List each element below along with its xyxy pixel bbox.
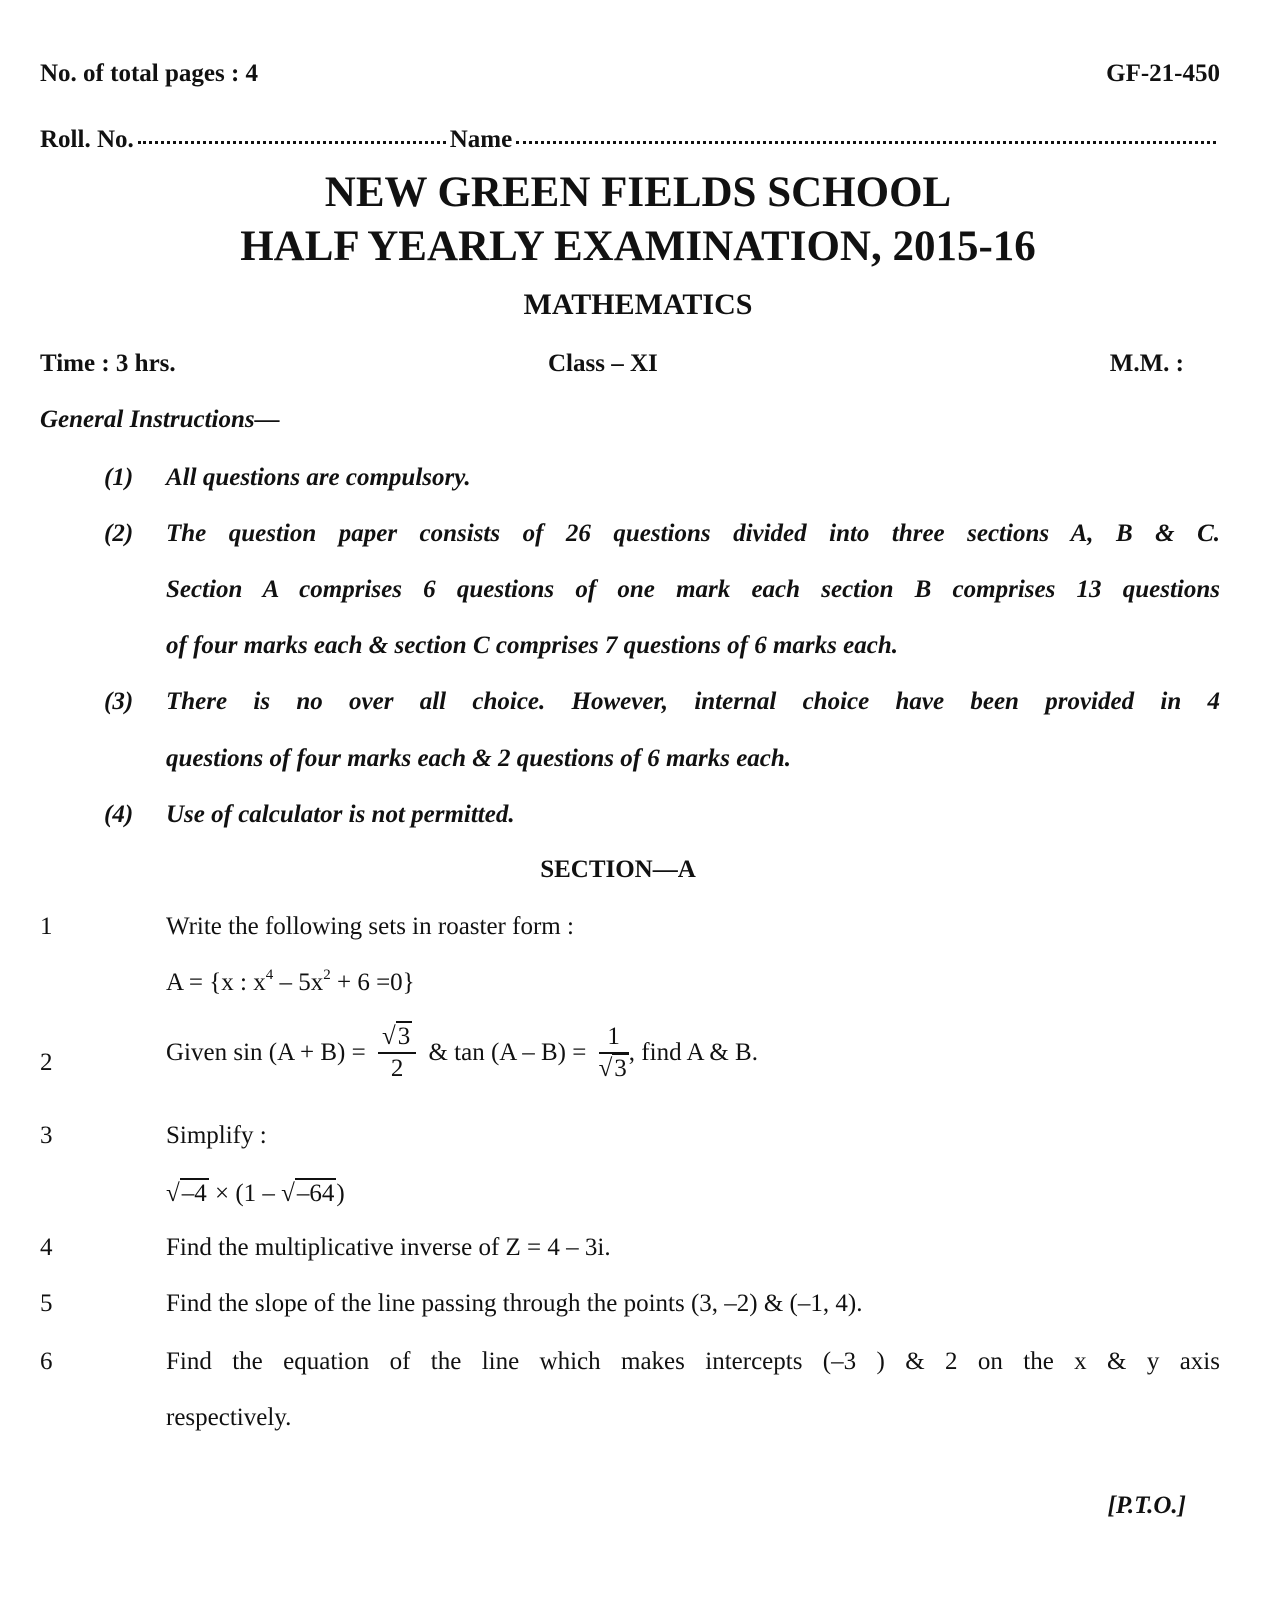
total-pages: No. of total pages : 4 xyxy=(40,60,259,87)
radical-expression: √–4 × (1 – √–64) xyxy=(166,1180,345,1207)
roll-blank xyxy=(138,141,446,144)
instruction-number: (3) xyxy=(104,688,134,715)
school-name: NEW GREEN FIELDS SCHOOL xyxy=(324,169,952,216)
instructions-heading: General Instructions— xyxy=(40,406,280,433)
class-label: Class – XI xyxy=(548,350,658,377)
question-number: 6 xyxy=(40,1348,53,1375)
question-text-continued: respectively. xyxy=(166,1404,292,1431)
question-number: 4 xyxy=(40,1234,53,1261)
instruction-number: (4) xyxy=(104,801,134,828)
instruction-line: All questions are compulsory. xyxy=(166,464,471,491)
time-label: Time : 3 hrs. xyxy=(40,350,176,377)
instruction-line: of four marks each & section C comprises 7 questions of 6 marks each. xyxy=(166,632,898,659)
question-text: Find the slope of the line passing through the points (3, –2) & (–1, 4). xyxy=(166,1290,863,1317)
instruction-line: The question paper consists of 26 questions divided into three sections A, B & C. xyxy=(166,520,1220,547)
max-marks-label: M.M. : xyxy=(1109,350,1184,377)
question-number: 3 xyxy=(40,1122,53,1149)
set-expression: A = {x : $x^4 - 5x^2 + 6 =0$} xyxy=(166,967,415,996)
instruction-line: Section A comprises 6 questions of one mark each section B comprises 13 questions xyxy=(166,576,1220,603)
roll-label: Roll. No. xyxy=(40,126,134,153)
instruction-number: (1) xyxy=(104,464,134,491)
pto-note: [P.T.O.] xyxy=(1107,1492,1186,1519)
subject-title: MATHEMATICS xyxy=(523,288,753,321)
paper-code: GF-21-450 xyxy=(1106,60,1220,87)
question-text: Find the equation of the line which makes intercepts (–3 ) & 2 on the x & y axis xyxy=(166,1348,1220,1375)
question-text: Simplify : xyxy=(166,1122,267,1149)
question-number: 5 xyxy=(40,1290,53,1317)
question-number: 1 xyxy=(40,913,53,940)
instruction-line: Use of calculator is not permitted. xyxy=(166,801,515,828)
roll-name-line xyxy=(40,126,1220,156)
instruction-number: (2) xyxy=(104,520,134,547)
question-text: Find the multiplicative inverse of Z = 4 – 3i. xyxy=(166,1234,611,1261)
section-heading: SECTION—A xyxy=(540,856,696,883)
fraction: $\frac{1}{√3}$ xyxy=(598,1023,627,1082)
question-text: Given sin (A + B) = $\frac{√3}{2}$ & tan (A – B) = $\frac{1}{√3}$ , find A & B. xyxy=(166,1023,758,1082)
name-label: Name xyxy=(449,126,513,153)
exam-title: HALF YEARLY EXAMINATION, 2015-16 xyxy=(240,223,1036,270)
question-number: 2 xyxy=(40,1049,53,1076)
instruction-line: There is no over all choice. However, internal choice have been provided in 4 xyxy=(166,688,1220,715)
instruction-line: questions of four marks each & 2 questions of 6 marks each. xyxy=(166,745,792,772)
name-blank xyxy=(516,141,1216,144)
fraction: $\frac{√3}{2}$ xyxy=(378,1022,416,1084)
question-text: Write the following sets in roaster form : xyxy=(166,913,574,940)
